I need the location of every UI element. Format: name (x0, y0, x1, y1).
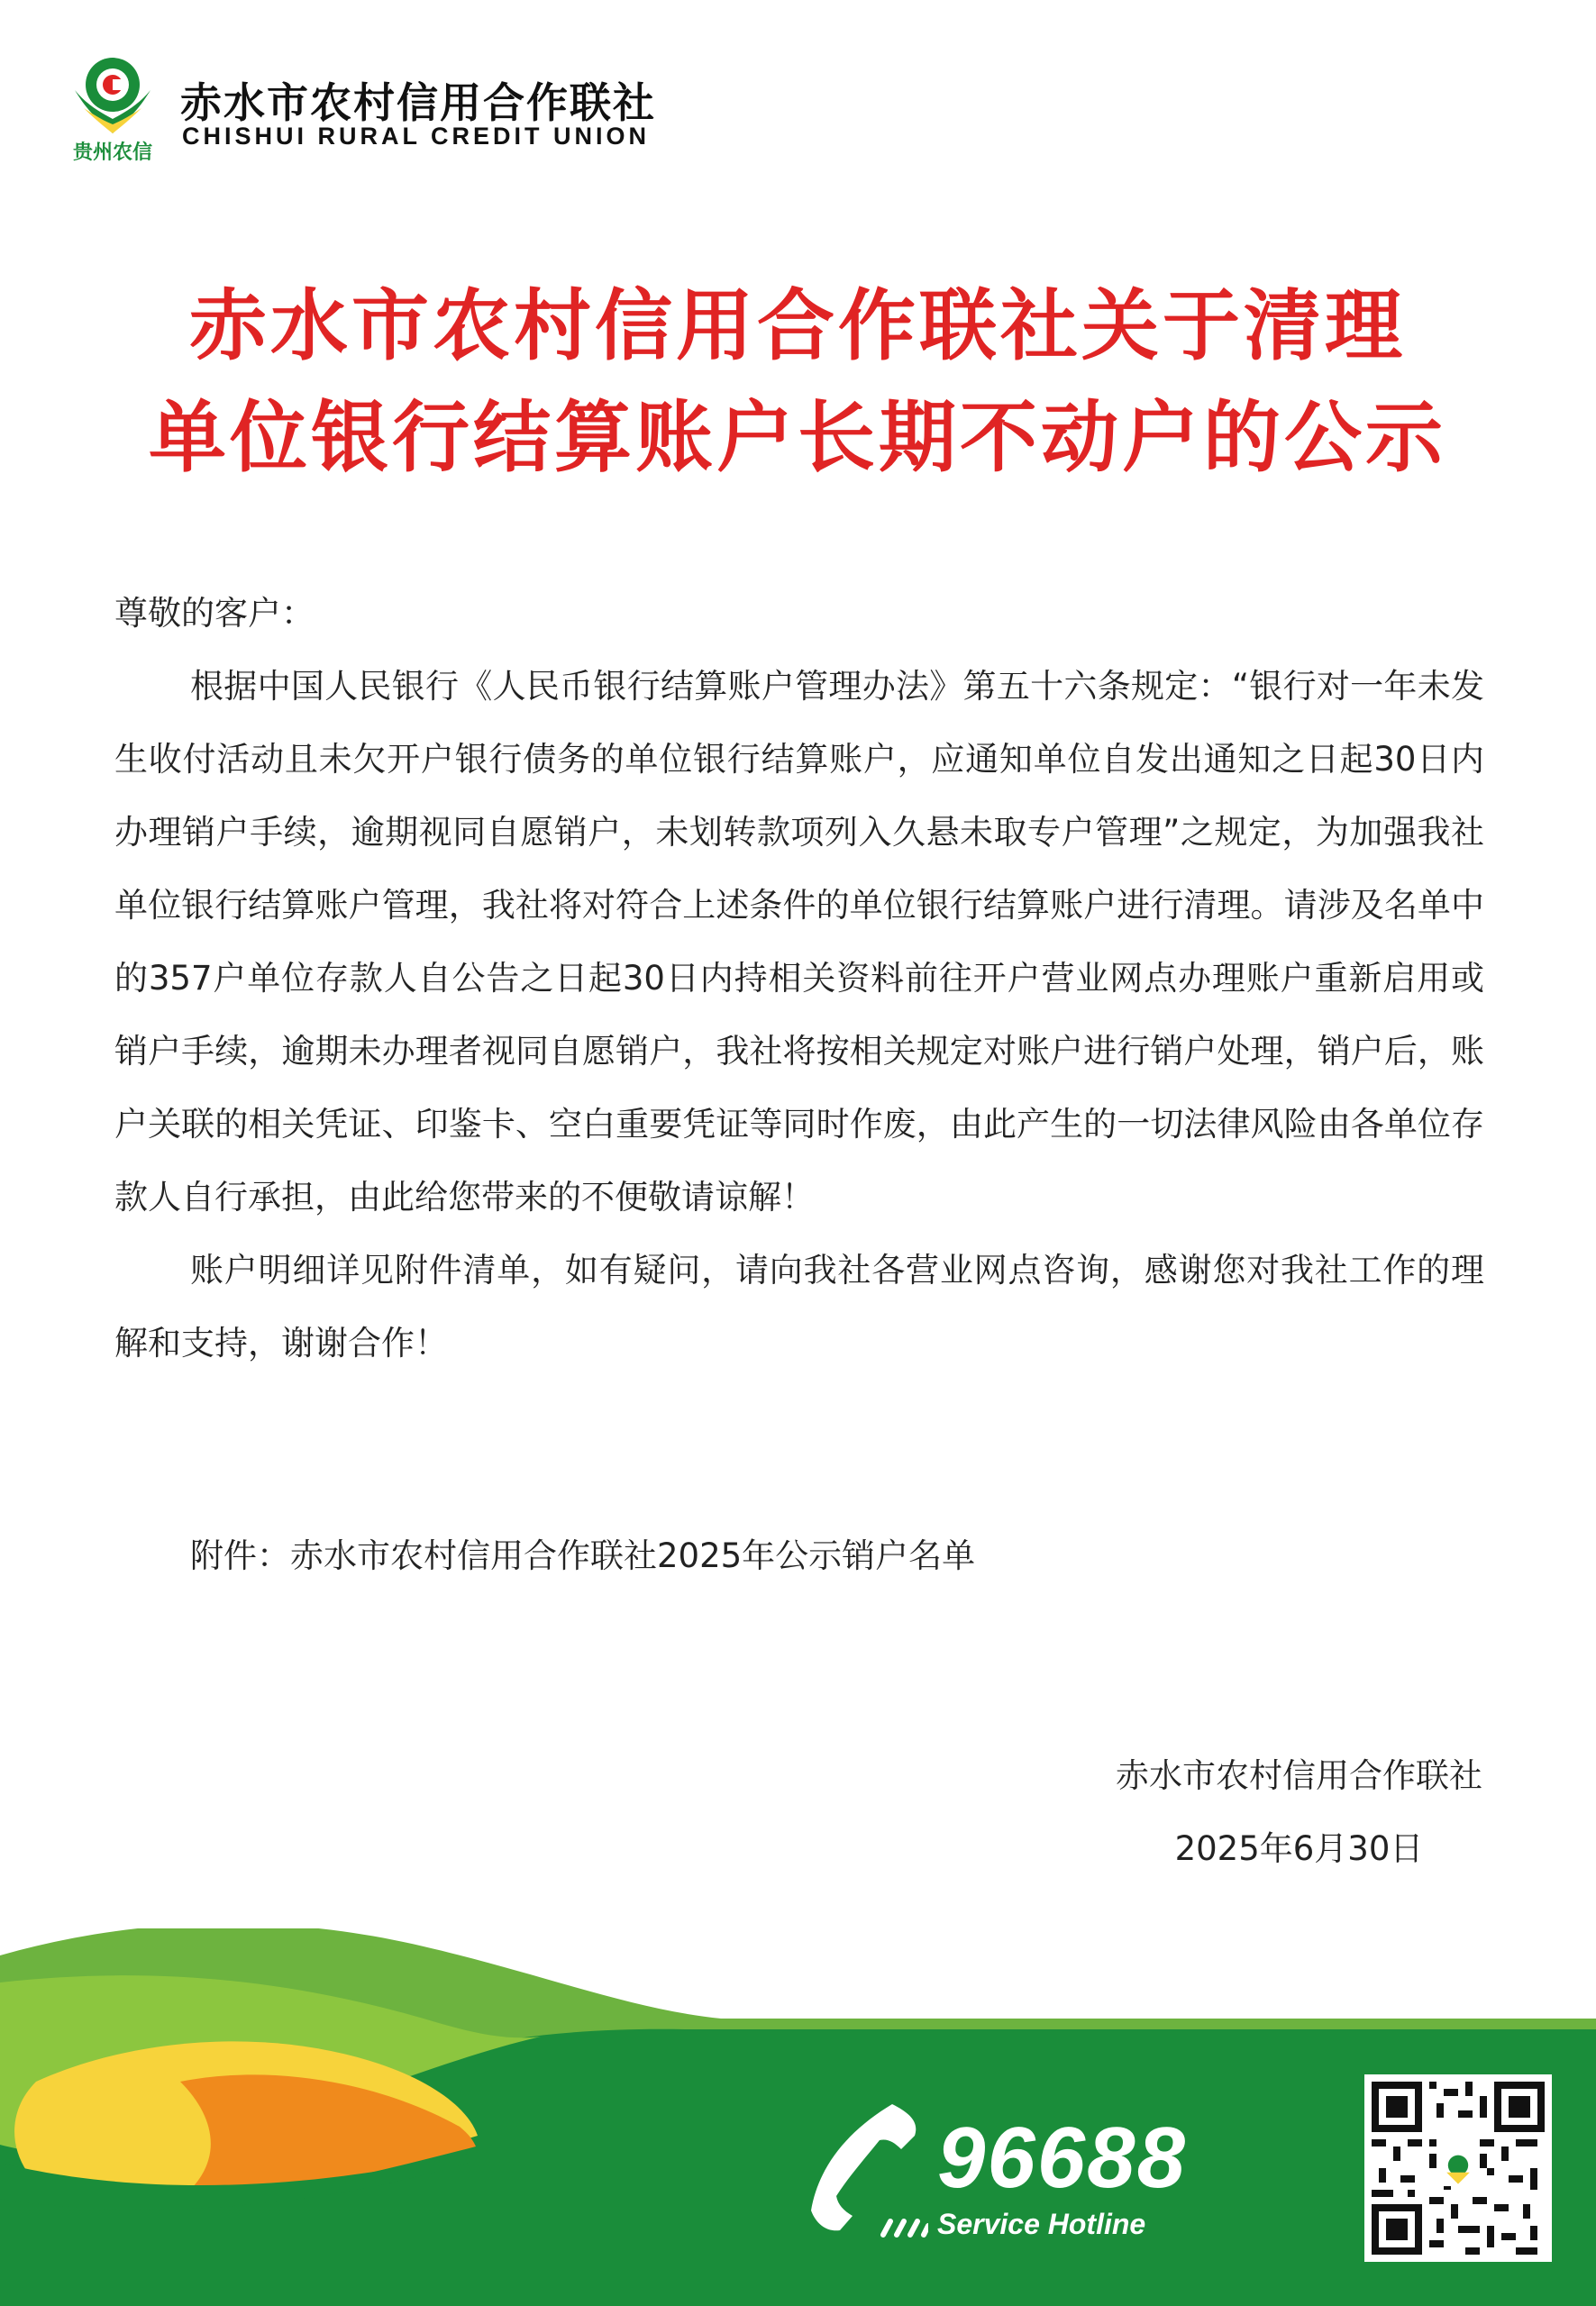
org-name-en: CHISHUI RURAL CREDIT UNION (182, 123, 651, 150)
phone-icon (793, 2095, 928, 2239)
notice-body (114, 577, 1484, 1380)
credit-union-logo-icon (68, 54, 158, 137)
signature-org: 赤水市农村信用合作联社 (1116, 1756, 1482, 1795)
qr-code-icon (1372, 2082, 1545, 2255)
org-name-cn: 赤水市农村信用合作联社 (180, 78, 656, 127)
signature-block (1116, 1739, 1482, 1885)
paragraph-closing: 账户明细详见附件清单，如有疑问，请向我社各营业网点咨询，感谢您对我社工作的理解和支持，谢谢合作！ (114, 1251, 1484, 1363)
paragraph-main: 根据中国人民银行《人民币银行结算账户管理办法》第五十六条规定：“银行对一年未发生收付活动且未欠开户银行债务的单位银行结算账户，应通知单位自发出通知之日起30日内办理销户手续，逾期视同自愿销户，未划转款项列入久悬未取专户管理”之规定，为加强我社单位银行结算账户管理，我社将对符合上述条件的单位银行结算账户进行清理。请涉及名单中的357户单位存款人自公告之日起30日内持相关资料前往开户营业网点办理账户重新启用或销户手续，逾期未办理者视同自愿销户，我社将按相关规定对账户进行销户处理，销户后，账户关联的相关凭证、印鉴卡、空白重要凭证等同时作废，由此产生的一切法律风险由各单位存款人自行承担，由此给您带来的不便敬请谅解！ (114, 667, 1484, 1217)
salutation: 尊敬的客户： (114, 594, 315, 633)
qr-code (1364, 2074, 1552, 2262)
title-line-1: 赤水市农村信用合作联社关于清理 (189, 281, 1406, 371)
attachment-note: 附件：赤水市农村信用合作联社2025年公示销户名单 (190, 1536, 976, 1575)
title-line-2: 单位银行结算账户长期不动户的公示 (149, 393, 1446, 483)
notice-title (108, 270, 1487, 494)
logo-caption: 贵州农信 (72, 141, 152, 164)
logo (68, 54, 158, 162)
hotline-label: Service Hotline (937, 2208, 1146, 2240)
hotline-number: 96688 (937, 2110, 1187, 2206)
signature-date: 2025年6月30日 (1174, 1829, 1424, 1868)
